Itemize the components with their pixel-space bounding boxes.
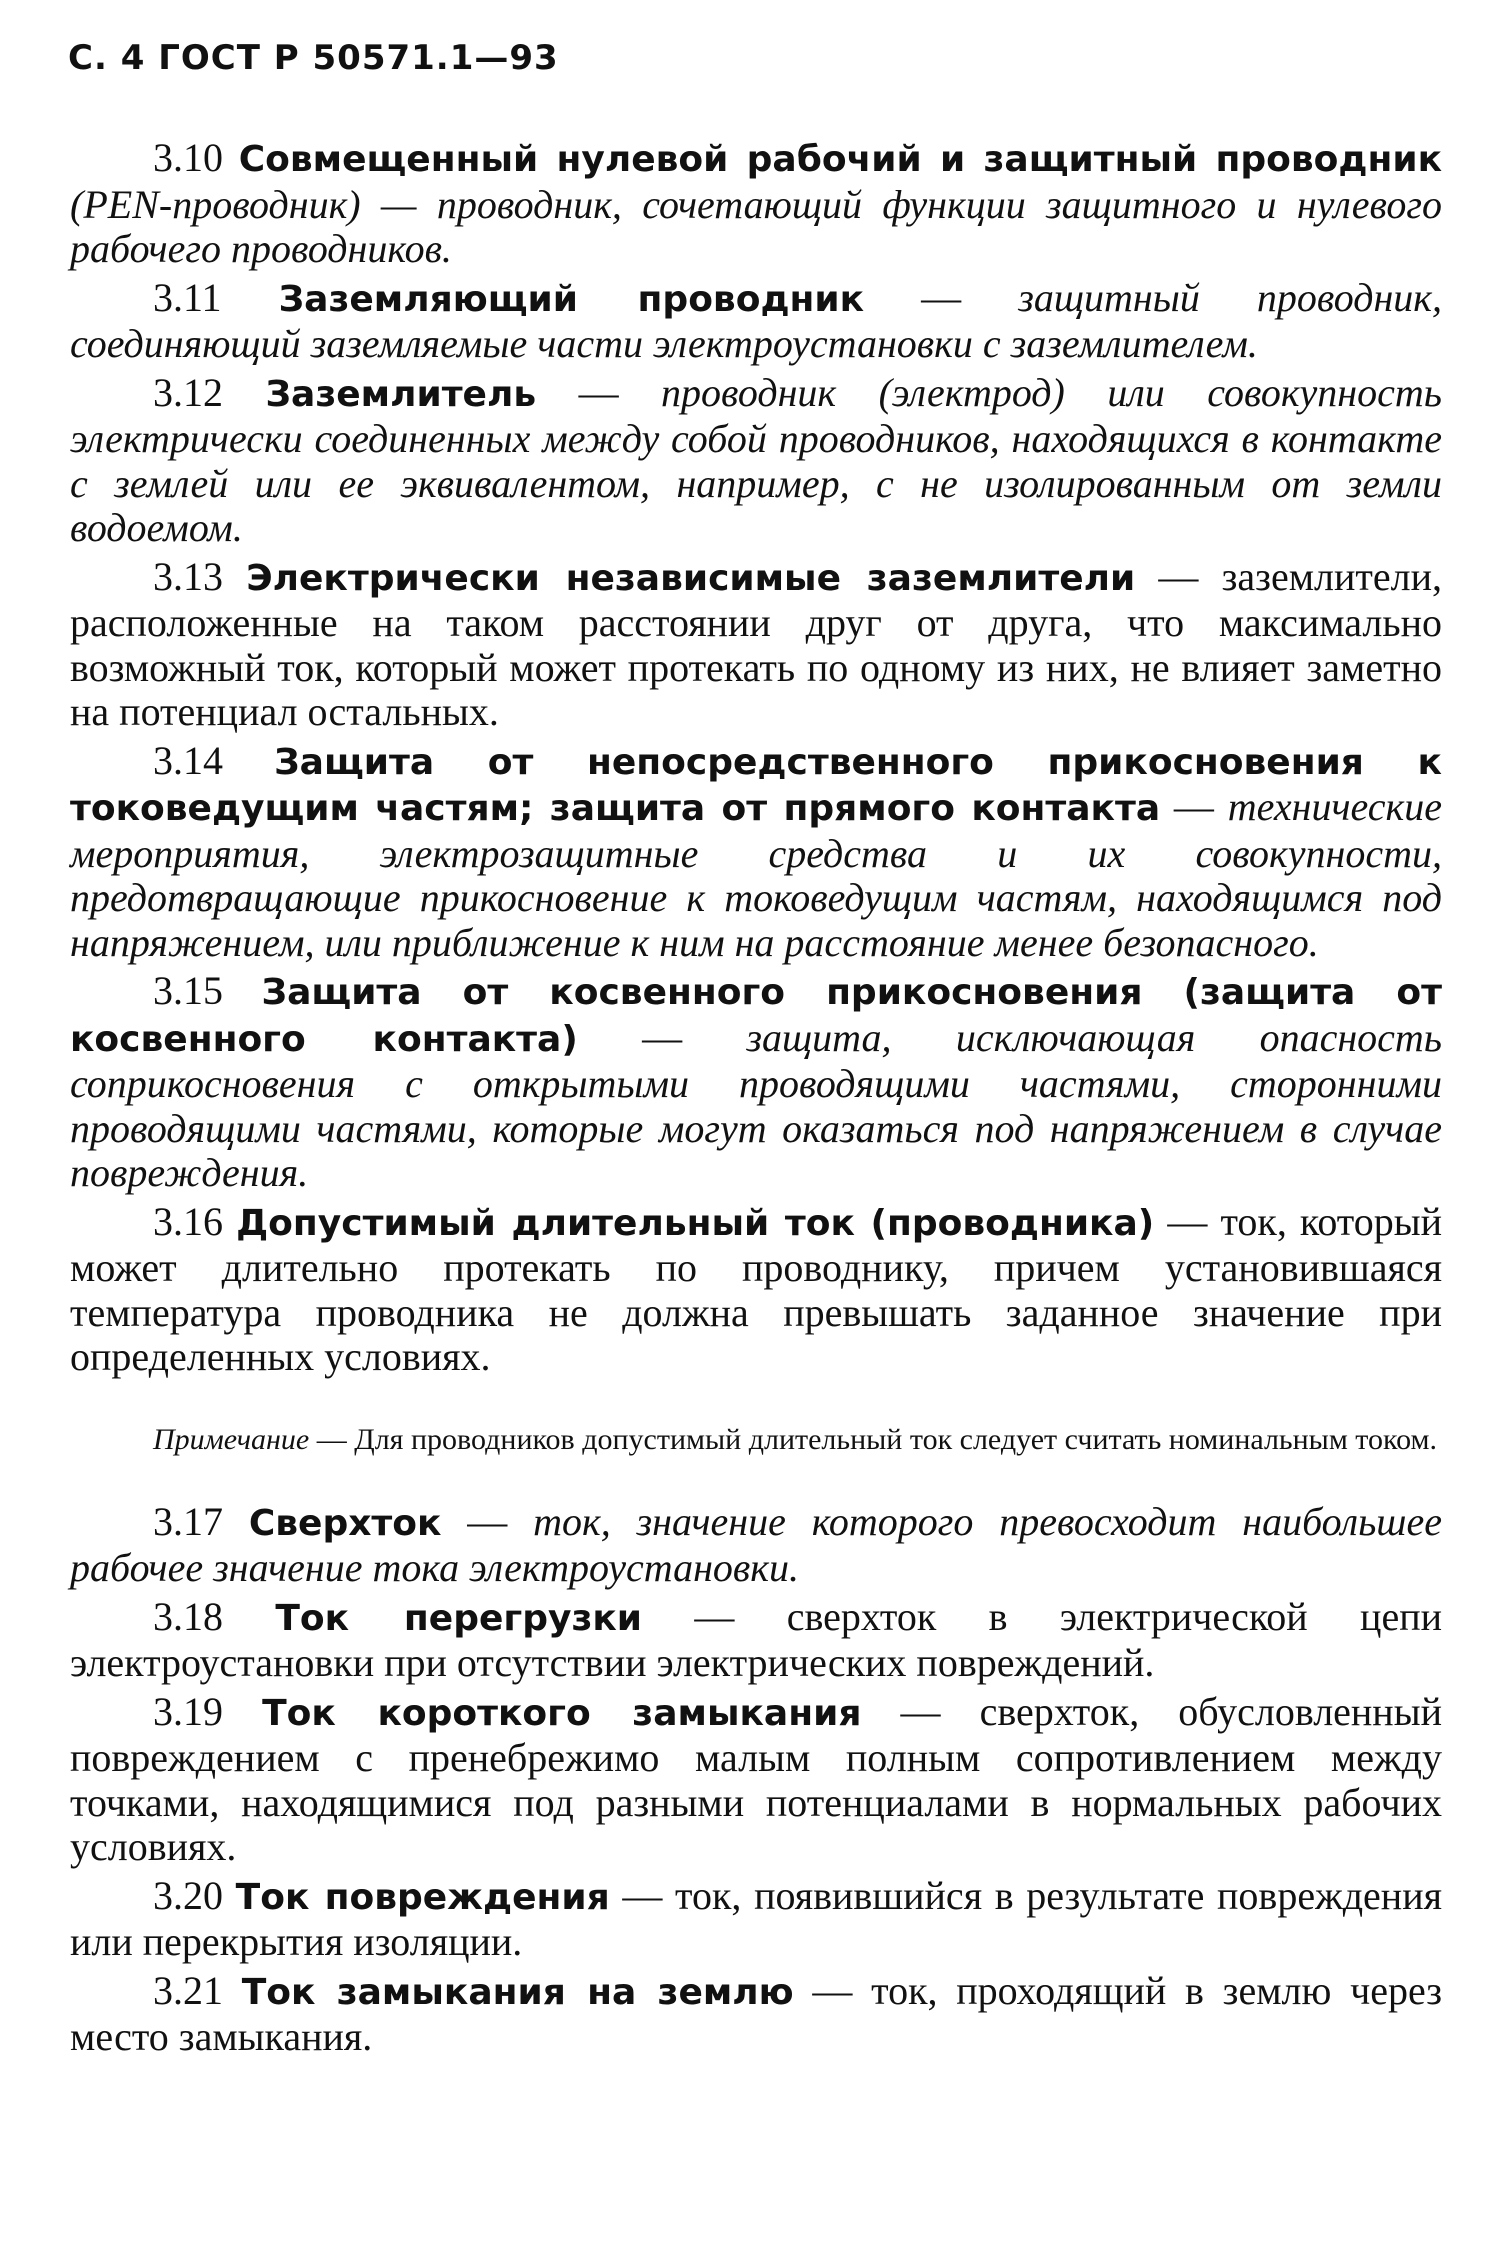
clause-term: Электрически независимые заземлители [246, 557, 1136, 599]
clause-3-13 [70, 555, 1442, 735]
clause-dash: — [1154, 1198, 1221, 1244]
clause-term: Ток повреждения [235, 1876, 610, 1918]
clause-term: Допустимый длительный ток (проводника) [236, 1202, 1155, 1244]
clause-dash: — [441, 1498, 534, 1544]
clause-3-11 [70, 276, 1442, 367]
clause-definition: ток, появившийся в результате повреждения или перекрытия изоляции. [70, 1872, 1443, 1964]
clause-definition: ток, проходящий в землю через место замыкания. [70, 1967, 1443, 2059]
clause-number: 3.10 [153, 135, 223, 180]
clause-term: Сверхток [248, 1502, 442, 1544]
clause-number: 3.20 [153, 1872, 223, 1918]
clause-dash: — [642, 1593, 787, 1639]
clause-number: 3.17 [153, 1498, 223, 1544]
clause-definition: защитный проводник, соединяющий заземляемые части электроустановки с заземлителем. [70, 274, 1443, 366]
clause-definition: технические мероприятия, электрозащитные средства и их совокупности, предотвращающие прикосновение к токоведущим частям, находящимся под напряжением, или приближение к ним на расстояние менее безопасного. [70, 784, 1443, 965]
clause-number: 3.14 [153, 737, 223, 783]
clause-3-18 [70, 1595, 1442, 1686]
clause-number: 3.12 [153, 369, 223, 415]
clause-dash: — [577, 1014, 747, 1060]
document-body [70, 136, 1442, 2064]
clause-term: Заземляющий проводник [278, 278, 865, 320]
clause-3-15 [70, 969, 1442, 1196]
clause-definition: (PEN-проводник) — проводник, сочетающий функции защитного и нулевого рабочего проводников. [70, 181, 1442, 271]
clause-number: 3.18 [153, 1593, 223, 1639]
clause-definition: защита, исключающая опасность соприкосновения с открытыми проводящими частями, сторонними проводящими частями, которые могут оказаться под напряжением в случае повреждения. [70, 1014, 1443, 1195]
clause-dash: — [864, 274, 1019, 320]
clause-term: Ток перегрузки [275, 1597, 643, 1639]
note-dash: — [309, 1422, 355, 1456]
clause-dash: — [861, 1688, 980, 1734]
clause-number: 3.21 [153, 1967, 223, 2013]
clause-number: 3.15 [153, 968, 223, 1013]
clause-definition: заземлители, расположенные на таком расстоянии друг от друга, что максимально возможный ток, который может протекать по одному из них, не влияет заметно на потенциал остальных. [70, 553, 1442, 734]
clause-3-12 [70, 371, 1442, 551]
clause-term: Заземлитель [265, 373, 537, 415]
clause-term: Совмещенный нулевой рабочий и защитный проводник [238, 139, 1442, 180]
clause-3-17 [70, 1500, 1442, 1591]
clause-term: Защита от непосредственного прикосновения к токоведущим частям; защита от прямого контакта [70, 741, 1442, 829]
clause-definition: ток, который может длительно протекать по проводнику, причем установившаяся температура проводника не должна превышать заданное значение при определенных условиях. [70, 1198, 1443, 1379]
page-header: С. 4 ГОСТ Р 50571.1—93 [68, 38, 559, 78]
clause-dash: — [609, 1872, 676, 1918]
note-text: Для проводников допустимый длительный ток следует считать номинальным током. [354, 1422, 1437, 1456]
clause-definition: сверхток в электрической цепи электроустановки при отсутствии электрических повреждений. [70, 1593, 1443, 1685]
clause-3-19 [70, 1690, 1442, 1870]
clause-term: Защита от косвенного прикосновения (защита от косвенного контакта) [70, 972, 1443, 1060]
clause-number: 3.13 [153, 553, 223, 599]
clause-definition: проводник (электрод) или совокупность электрически соединенных между собой проводников, находящихся в контакте с землей или ее эквивалентом, например, с не изолированным от земли водоемом. [70, 369, 1442, 550]
clause-3-16 [70, 1200, 1442, 1380]
clause-term: Ток короткого замыкания [262, 1692, 862, 1734]
clause-definition: ток, значение которого превосходит наибольшее рабочее значение тока электроустановки. [70, 1498, 1443, 1590]
clause-dash: — [793, 1967, 872, 2013]
note [70, 1420, 1442, 1460]
clause-3-10 [70, 136, 1442, 272]
clause-number: 3.11 [153, 274, 222, 320]
clause-3-14 [70, 739, 1442, 966]
clause-dash: — [1135, 553, 1222, 599]
clause-3-21 [70, 1969, 1442, 2060]
note-label: Примечание [153, 1422, 310, 1456]
clause-dash: — [536, 369, 662, 415]
clause-number: 3.16 [153, 1198, 223, 1244]
clause-definition: сверхток, обусловленный повреждением с пренебрежимо малым полным сопротивлением между точками, находящимися под разными потенциалами в нормальных рабочих условиях. [70, 1688, 1442, 1869]
clause-dash: — [1160, 784, 1228, 829]
clause-term: Ток замыкания на землю [241, 1971, 794, 2013]
clause-number: 3.19 [153, 1688, 223, 1734]
clause-3-20 [70, 1874, 1442, 1965]
